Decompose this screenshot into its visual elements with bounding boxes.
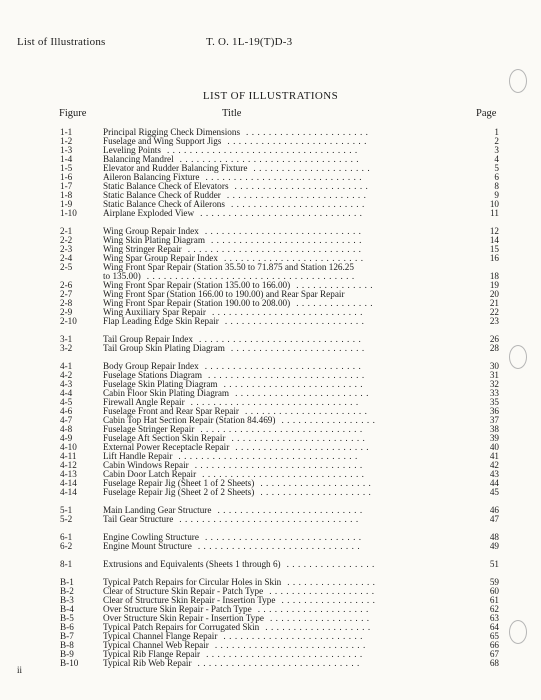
figure-number: 4-12 [60,460,77,470]
leader-dots: ..................................... [146,271,358,281]
figure-title: Wing Skin Plating Diagram [103,235,205,245]
page-ref: 41 [489,451,499,461]
leader-dots: ........................ [230,343,368,353]
page-ref: 33 [489,388,499,398]
leader-dots: ............................. [197,658,363,668]
page-ref: 15 [489,244,499,254]
figure-number: 4-14 [60,487,77,497]
leader-dots: ........................ [231,433,369,443]
figure-number: 4-7 [60,415,73,425]
leader-dots: .................... [257,604,372,614]
leader-dots: .......................... [217,505,366,515]
page-ref: 64 [489,622,499,632]
leader-dots: ........................ [234,181,372,191]
page-ref: 66 [489,640,499,650]
page-ref: 1 [494,127,499,137]
page-ref: 20 [489,289,499,299]
page-ref: 37 [489,415,499,425]
figure-title: Wing Front Spar Repair (Station 135.00 to 166.00) [103,280,291,290]
figure-title: Lift Handle Repair [103,451,173,461]
figure-title: Leveling Points [103,145,161,155]
figure-number: 4-14 [60,478,77,488]
leader-dots: ................. [281,595,379,605]
figure-number: 3-2 [60,343,73,353]
page-ref: 59 [489,577,499,587]
leader-dots: ......................... [224,316,368,326]
page-ref: 12 [489,226,499,236]
page-ref: 61 [489,595,499,605]
leader-dots: .............................. [194,460,366,470]
figure-title: Body Group Repair Index [103,361,199,371]
figure-number: 1-2 [60,136,73,146]
figure-title: Aileron Balancing Fixture [103,172,200,182]
figure-title: Fuselage Repair Jig (Sheet 2 of 2 Sheets) [103,487,255,497]
figure-title: Wing Front Spar Repair (Station 190.00 to 208.00) [103,298,291,308]
page-ref: 36 [489,406,499,416]
figure-title: Tail Gear Structure [103,514,174,524]
leader-dots: ......................... [226,190,370,200]
leader-dots: ........................ [235,388,372,398]
leader-dots: ................................ [179,154,362,164]
leader-dots: ............................. [202,469,368,479]
figure-number: 1-5 [60,163,73,173]
figure-number: B-6 [60,622,74,632]
figure-number: 1-6 [60,172,73,182]
page-ref: 48 [489,532,499,542]
page-ref: 9 [494,190,499,200]
page-ref: 60 [489,586,499,596]
document-number: T. O. 1L-19(T)D-3 [206,36,293,48]
figure-number: 4-3 [60,379,73,389]
page-ref: 63 [489,613,499,623]
figure-number: 4-1 [60,361,73,371]
figure-title: Static Balance Check of Ailerons [103,199,225,209]
page-ref: 68 [489,658,499,668]
figure-title: Static Balance Check of Rudder [103,190,221,200]
figure-title: Wing Group Repair Index [103,226,199,236]
figure-title: Typical Channel Web Repair [103,640,209,650]
page-ref: 32 [489,379,499,389]
leader-dots: ...................... [245,406,371,416]
figure-title: Fuselage Front and Rear Spar Repair [103,406,239,416]
leader-dots: ................ [286,559,378,569]
figure-title: Clear of Structure Skin Repair - Patch Type [103,586,264,596]
figure-number: 1-9 [60,199,73,209]
figure-number: 1-4 [60,154,73,164]
page-ref: 40 [489,442,499,452]
figure-number: 1-7 [60,181,73,191]
list-item [0,316,541,326]
figure-title: Tail Group Repair Index [103,334,193,344]
page-ref: 35 [489,397,499,407]
leader-dots: ............................ [204,226,365,236]
figure-number: 6-1 [60,532,73,542]
figure-title: Over Structure Skin Repair - Patch Type [103,604,252,614]
figure-number: 5-1 [60,505,73,515]
page-ref: 39 [489,433,499,443]
leader-dots: ........................... [211,307,366,317]
figure-title: Typical Patch Repairs for Circular Holes in Skin [103,577,282,587]
page-ref: 47 [489,514,499,524]
list-item [0,658,541,668]
figure-number: 5-2 [60,514,73,524]
figure-title: Cabin Windows Repair [103,460,189,470]
figure-number: 4-9 [60,433,73,443]
leader-dots: ............................... [187,244,365,254]
leader-dots: .............. [296,280,376,290]
page-ref: 30 [489,361,499,371]
figure-title: Typical Patch Repairs for Corrugated Skin [103,622,260,632]
page-ref: 19 [489,280,499,290]
figure-title: Wing Front Spar (Station 166.00 to 190.00) and Rear Spar Repair [103,289,345,299]
page-ref: 45 [489,487,499,497]
figure-number: 2-10 [60,316,77,326]
page-ref: 3 [494,145,499,155]
figure-title: Typical Channel Flange Repair [103,631,218,641]
figure-title: Tail Group Skin Plating Diagram [103,343,225,353]
leader-dots: .................... [260,487,375,497]
leader-dots: ........................ [235,442,373,452]
leader-dots: ......................... [223,631,366,641]
leader-dots: ............................. [197,541,364,551]
figure-number: B-9 [60,649,74,659]
list-title: LIST OF ILLUSTRATIONS [202,90,339,102]
page-ref: 44 [489,478,499,488]
list-item [0,487,541,497]
figure-number: 8-1 [60,559,73,569]
figure-number: B-1 [60,577,74,587]
figure-number: 2-4 [60,253,73,263]
leader-dots: ................................ [178,451,361,461]
figure-title: Fuselage Skin Plating Diagram [103,379,218,389]
leader-dots: ................ [287,577,379,587]
page-ref: 14 [489,235,499,245]
leader-dots: ..................... [253,163,374,173]
figure-number: B-10 [60,658,79,668]
figure-title: Fuselage Stringer Repair [103,424,195,434]
leader-dots: ........................ [230,199,368,209]
figure-number: 1-1 [60,127,73,137]
page-ref: 65 [489,631,499,641]
figure-title: Typical Rib Web Repair [103,658,192,668]
figure-number: B-8 [60,640,74,650]
page-ref: 31 [489,370,499,380]
figure-number: 2-3 [60,244,73,254]
page-number: ii [17,665,23,675]
figure-number: 4-11 [60,451,77,461]
leader-dots: ............................ [204,361,365,371]
leader-dots: ............................ [208,370,368,380]
page-ref: 62 [489,604,499,614]
page-ref: 38 [489,424,499,434]
leader-dots: ........................... [210,235,365,245]
figure-title: Wing Stringer Repair [103,244,182,254]
page-ref: 42 [489,460,499,470]
column-header-title: Title [222,108,242,119]
leader-dots: ........................... [214,640,369,650]
figure-title: Elevator and Rudder Balancing Fixture [103,163,248,173]
list-item [0,559,541,569]
figure-number: B-3 [60,595,74,605]
figure-number: B-7 [60,631,74,641]
figure-title: Wing Front Spar Repair (Station 35.50 to 71.875 and Station 126.25 [103,262,354,272]
page-ref: 18 [489,271,499,281]
page-ref: 16 [489,253,499,263]
figure-number: 2-1 [60,226,73,236]
figure-number: 4-6 [60,406,73,416]
leader-dots: ............................. [198,334,365,344]
page-ref: 43 [489,469,499,479]
figure-title: External Power Receptacle Repair [103,442,230,452]
column-header-figure: Figure [59,108,87,119]
leader-dots: .............. [296,298,376,308]
leader-dots: ............................ [205,172,365,182]
list-item [0,208,541,218]
leader-dots: .................... [260,478,375,488]
page-ref: 11 [490,208,499,218]
leader-dots: ......................... [223,379,366,389]
figure-number: 2-2 [60,235,73,245]
figure-number: 4-13 [60,469,77,479]
leader-dots: .............................. [190,397,362,407]
figure-title: Firewall Angle Repair [103,397,185,407]
figure-title: Typical Rib Flange Repair [103,649,201,659]
leader-dots: .................. [269,613,373,623]
leader-dots: ............................ [206,649,366,659]
page-ref: 46 [489,505,499,515]
figure-title: Over Structure Skin Repair - Insertion Type [103,613,264,623]
figure-title: Static Balance Check of Elevators [103,181,229,191]
leader-dots: ................. [281,415,379,425]
figure-title: Engine Mount Structure [103,541,192,551]
figure-number: 1-10 [60,208,77,218]
column-header-page: Page [476,108,497,119]
figure-title: Cabin Top Hat Section Repair (Station 84.469) [103,415,276,425]
page-ref: 10 [489,199,499,209]
figure-number: 2-6 [60,280,73,290]
leader-dots: ......................... [227,136,370,146]
page-ref: 26 [489,334,499,344]
leader-dots: ...................... [246,127,372,137]
list-item [0,541,541,551]
page-ref: 49 [489,541,499,551]
running-header-left: List of Illustrations [17,36,106,48]
figure-title: Principal Rigging Check Dimensions [103,127,241,137]
list-item [0,343,541,353]
figure-title: Balancing Mandrel [103,154,174,164]
figure-number: B-2 [60,586,74,596]
figure-number: 2-5 [60,262,73,272]
figure-number: 2-7 [60,289,73,299]
leader-dots: ................................ [179,514,362,524]
leader-dots: ............................. [200,424,366,434]
figure-number: 4-8 [60,424,73,434]
leader-dots: .................................. [166,145,361,155]
figure-number: 4-4 [60,388,73,398]
page-ref: 67 [489,649,499,659]
page-ref: 5 [494,163,499,173]
figure-number: 3-1 [60,334,73,344]
figure-title: Fuselage Repair Jig (Sheet 1 of 2 Sheets) [103,478,255,488]
figure-title: Wing Auxiliary Spar Repair [103,307,206,317]
page-ref: 21 [489,298,499,308]
figure-number: 4-5 [60,397,73,407]
figure-number: B-4 [60,604,74,614]
figure-number: 2-8 [60,298,73,308]
figure-title: Fuselage Aft Section Skin Repair [103,433,226,443]
figure-title: Wing Spar Group Repair Index [103,253,218,263]
figure-title: Fuselage Stations Diagram [103,370,203,380]
figure-number: 2-9 [60,307,73,317]
figure-title: Fuselage and Wing Support Jigs [103,136,222,146]
page-ref: 51 [489,559,499,569]
figure-number: 4-2 [60,370,73,380]
page-ref: 28 [489,343,499,353]
figure-title: Cabin Floor Skin Plating Diagram [103,388,230,398]
figure-title: Cabin Door Latch Repair [103,469,197,479]
page-ref: 23 [489,316,499,326]
figure-title: Clear of Structure Skin Repair - Insertion Type [103,595,276,605]
leader-dots: ................... [265,622,374,632]
figure-title: Extrusions and Equivalents (Sheets 1 through 6) [103,559,281,569]
figure-number: 1-8 [60,190,73,200]
list-item [0,514,541,524]
figure-title: Main Landing Gear Structure [103,505,212,515]
figure-title: Airplane Exploded View [103,208,195,218]
page-ref: 2 [494,136,499,146]
figure-title: Engine Cowling Structure [103,532,199,542]
page-ref: 4 [494,154,499,164]
page-ref: 22 [489,307,499,317]
leader-dots: ......................... [223,253,367,263]
figure-title: to 135.00) [103,271,141,281]
figure-number: B-5 [60,613,74,623]
page-ref: 8 [494,181,499,191]
figure-title: Flap Leading Edge Skin Repair [103,316,219,326]
page-ref: 6 [494,172,499,182]
leader-dots: ............................ [204,532,365,542]
figure-number: 4-10 [60,442,77,452]
figure-number: 1-3 [60,145,73,155]
leader-dots: ................... [269,586,378,596]
figure-number: 6-2 [60,541,73,551]
leader-dots: ............................. [200,208,366,218]
